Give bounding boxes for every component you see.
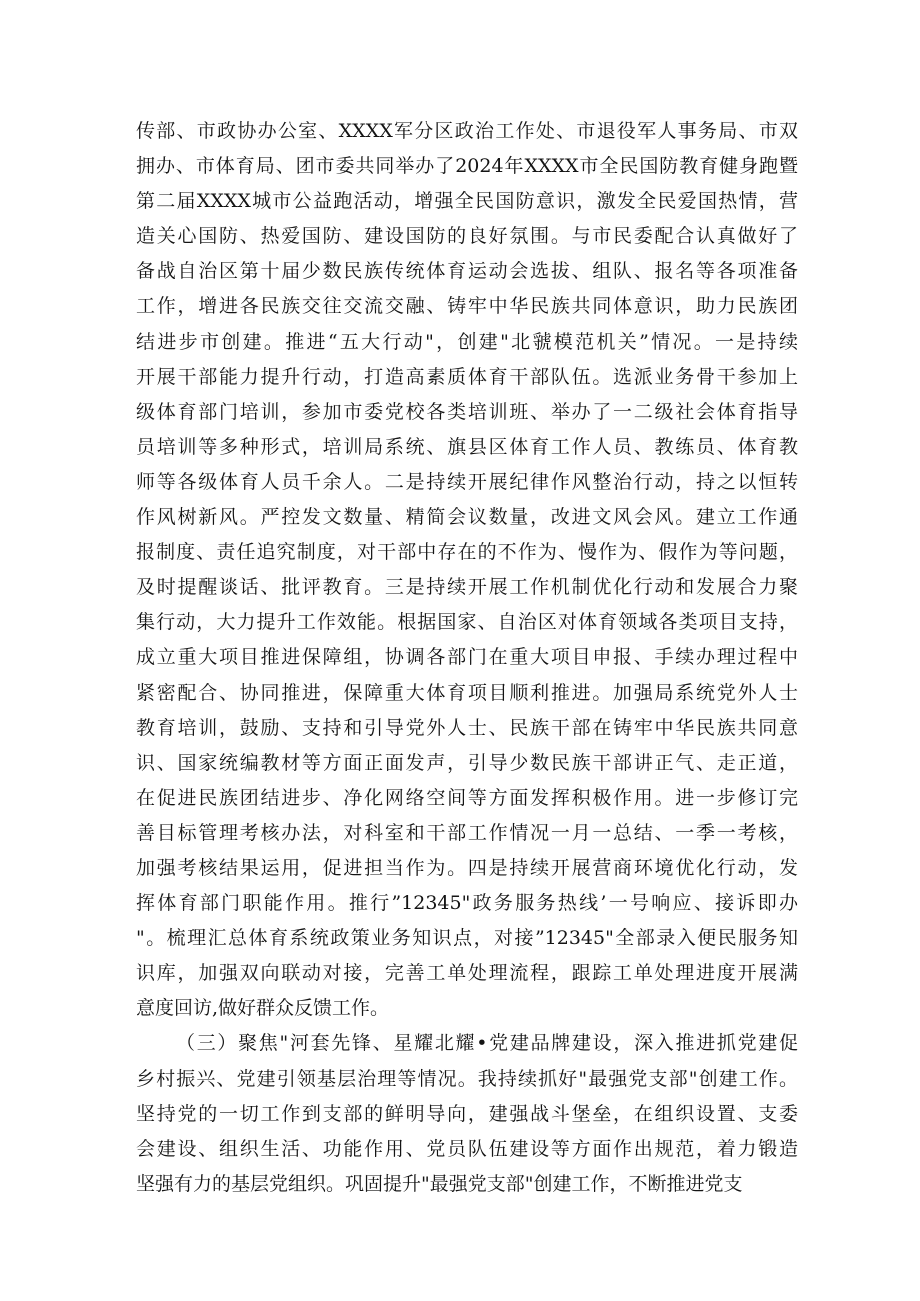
text-line: （三）聚焦"河套先锋、星耀北耀•党建品牌建设，深入推进抓党建促 bbox=[176, 1032, 798, 1055]
text-line: 报制度、责任追究制度，对干部中存在的不作为、慢作为、假作为等问题， bbox=[136, 541, 798, 564]
text-line: 挥体育部门职能作用。推行”12345"政务服务热线’一号响应、接诉即办 bbox=[136, 892, 798, 915]
text-line: 教育培训，鼓励、支持和引导党外人士、民族干部在铸牢中华民族共同意 bbox=[136, 716, 798, 739]
text-line: 传部、市政协办公室、XXXX军分区政治工作处、市退役军人事务局、市双 bbox=[136, 120, 798, 142]
text-line: 意度回访,做好群众反馈工作。 bbox=[136, 997, 390, 1020]
text-line: "。梳理汇总体育系统政策业务知识点，对接”12345"全部录入便民服务知 bbox=[136, 927, 798, 950]
text-line: 第二届XXXX城市公益跑活动，增强全民国防意识，激发全民爱国热情，营 bbox=[136, 190, 798, 213]
text-line: 紧密配合、协同推进，保障重大体育项目顺利推进。加强局系统党外人士 bbox=[136, 681, 798, 704]
document-body bbox=[136, 114, 798, 1202]
text-line: 师等各级体育人员千余人。二是持续开展纪律作风整治行动，持之以恒转 bbox=[136, 470, 798, 493]
text-line: 坚持党的一切工作到支部的鲜明导向，建强战斗堡垒，在组织设置、支委 bbox=[136, 1102, 798, 1125]
text-line: 作风树新风。严控发文数量、精简会议数量，改进文风会风。建立工作通 bbox=[136, 506, 798, 529]
text-line: 级体育部门培训，参加市委党校各类培训班、举办了一二级社会体育指导 bbox=[136, 400, 798, 423]
text-line: 员培训等多种形式，培训局系统、旗县区体育工作人员、教练员、体育教 bbox=[136, 435, 798, 458]
text-line: 结进步市创建。推进“五大行动"，创建"北虢模范机关”情况。一是持续 bbox=[136, 330, 798, 353]
text-line: 乡村振兴、党建引领基层治理等情况。我持续抓好"最强党支部"创建工作。 bbox=[136, 1067, 798, 1090]
text-line: 集行动，大力提升工作效能。根据国家、自治区对体育领域各类项目支持， bbox=[136, 611, 798, 634]
text-line: 加强考核结果运用，促进担当作为。四是持续开展营商环境优化行动，发 bbox=[136, 856, 798, 879]
text-line: 备战自治区第十届少数民族传统体育运动会选拔、组队、报名等各项准备 bbox=[136, 260, 798, 283]
text-line: 善目标管理考核办法，对科室和干部工作情况一月一总结、一季一考核， bbox=[136, 821, 798, 844]
text-line: 开展干部能力提升行动，打造高素质体育干部队伍。选派业务骨干参加上 bbox=[136, 365, 798, 388]
text-line: 识、国家统编教材等方面正面发声，引导少数民族干部讲正气、走正道， bbox=[136, 751, 798, 774]
text-line: 在促进民族团结进步、净化网络空间等方面发挥积极作用。进一步修订完 bbox=[136, 786, 798, 809]
text-line: 会建设、组织生活、功能作用、党员队伍建设等方面作出规范，着力锻造 bbox=[136, 1137, 798, 1160]
text-line: 识库，加强双向联动对接，完善工单处理流程，跟踪工单处理进度开展满 bbox=[136, 962, 798, 985]
text-line: 拥办、市体育局、团市委共同举办了2024年XXXX市全民国防教育健身跑暨 bbox=[136, 155, 798, 178]
text-line: 造关心国防、热爱国防、建设国防的良好氛围。与市民委配合认真做好了 bbox=[136, 225, 798, 248]
paragraph-p1 bbox=[136, 114, 798, 1026]
text-line: 及时提醒谈话、批评教育。三是持续开展工作机制优化行动和发展合力聚 bbox=[136, 576, 798, 599]
text-line: 工作，增进各民族交往交流交融、铸牢中华民族共同体意识，助力民族团 bbox=[136, 295, 798, 318]
text-line: 成立重大项目推进保障组，协调各部门在重大项目申报、手续办理过程中 bbox=[136, 646, 798, 669]
paragraph-p2 bbox=[136, 1026, 798, 1201]
text-line: 坚强有力的基层党组织。巩固提升"最强党支部"创建工作，不断推进党支 bbox=[136, 1172, 743, 1195]
